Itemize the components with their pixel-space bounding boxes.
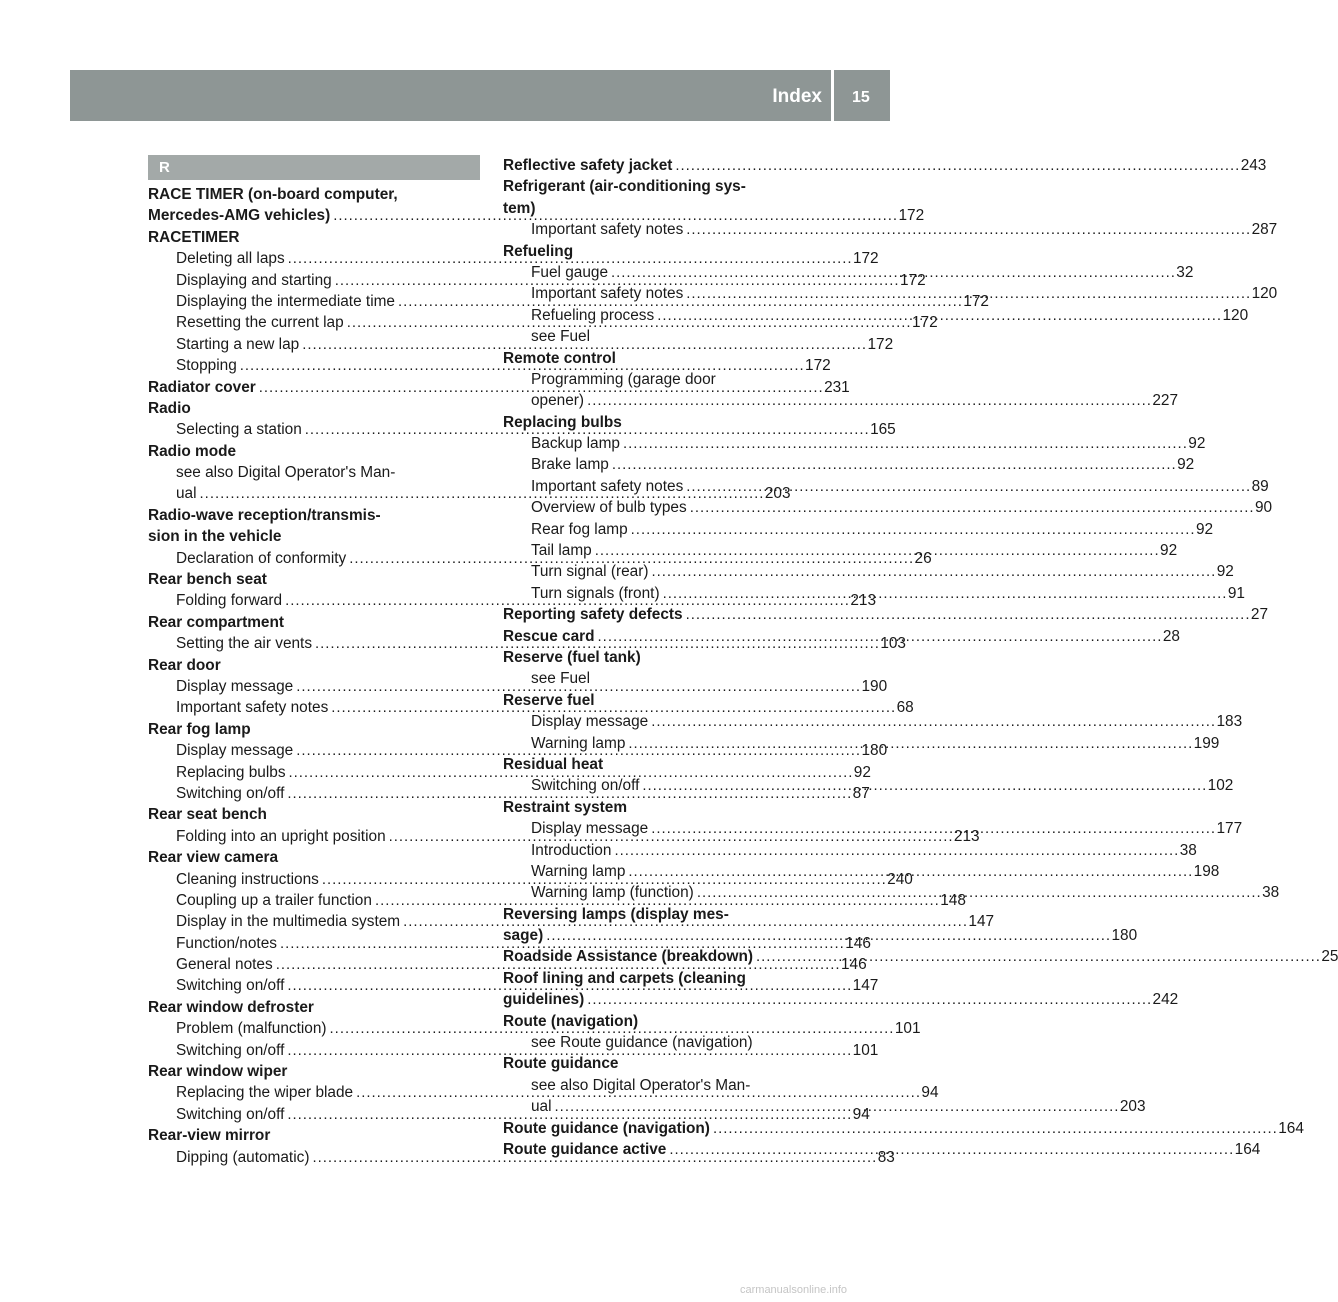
index-subentry (503, 840, 1197, 861)
entry-text: Rear view camera (148, 849, 279, 867)
leader-dots (663, 583, 1225, 604)
entry-page-number: 243 (1240, 157, 1267, 174)
entry-page-number: 91 (1227, 584, 1245, 602)
entry-page-number: 172 (963, 292, 989, 310)
entry-page-number: 101 (852, 1041, 879, 1059)
leader-dots (614, 840, 1176, 861)
entry-page-number: 199 (1193, 734, 1220, 752)
entry-page-number: 213 (953, 827, 980, 845)
index-entry (148, 804, 480, 825)
entry-text: Tail lamp (531, 542, 592, 560)
entry-page-number: 83 (877, 1148, 895, 1166)
entry-page-number: 165 (870, 421, 896, 439)
entry-text: Backup lamp (531, 435, 620, 453)
index-entry (148, 612, 480, 633)
leader-dots (713, 1118, 1275, 1139)
entry-page-number: 172 (898, 207, 925, 225)
leader-dots (686, 604, 1248, 625)
entry-page-number: 120 (1251, 285, 1278, 303)
index-subentry (503, 369, 835, 390)
index-subentry (148, 783, 870, 804)
entry-text: Warning lamp (531, 734, 626, 752)
entry-page-number: 190 (861, 677, 888, 695)
entry-text: RACETIMER (148, 228, 240, 246)
entry-text: opener) (531, 392, 585, 410)
entry-text: Radio-wave reception/transmis- (148, 506, 381, 524)
leader-dots (642, 775, 1204, 796)
entry-page-number: 203 (1119, 1098, 1146, 1116)
entry-text: Remote control (503, 349, 616, 367)
leader-dots (631, 519, 1193, 540)
entry-text: Reversing lamps (display mes- (503, 905, 729, 923)
entry-text: Radiator cover (148, 378, 256, 396)
entry-text: Brake lamp (531, 456, 609, 474)
entry-text: Rear door (148, 656, 221, 674)
entry-page-number: 120 (1222, 306, 1249, 324)
index-entry (503, 647, 835, 668)
leader-dots (686, 283, 1248, 304)
leader-dots (623, 433, 1185, 454)
index-entry (503, 155, 1267, 176)
leader-dots (555, 1096, 1117, 1117)
page-number: 15 (852, 89, 870, 106)
entry-text: Important safety notes (531, 477, 684, 495)
entry-text: Deleting all laps (176, 250, 285, 268)
entry-text: Problem (malfunction) (176, 1020, 327, 1038)
leader-dots (628, 733, 1190, 754)
entry-text: guidelines) (503, 991, 585, 1009)
entry-page-number: 92 (853, 763, 871, 781)
index-entry (503, 176, 835, 197)
leader-dots (651, 711, 1213, 732)
index-entry (148, 505, 480, 526)
index-entry (503, 904, 835, 925)
entry-text: ual (531, 1098, 552, 1116)
entry-text: Turn signal (rear) (531, 563, 649, 581)
entry-page-number: 38 (1262, 884, 1280, 902)
entry-text: Rear bench seat (148, 571, 267, 589)
entry-page-number: 164 (1234, 1140, 1261, 1158)
entry-text: Selecting a station (176, 421, 302, 439)
entry-page-number: 68 (896, 699, 914, 717)
entry-page-number: 213 (850, 592, 877, 610)
entry-page-number: 90 (1254, 499, 1273, 517)
leader-dots (587, 989, 1149, 1010)
header-divider (831, 70, 834, 121)
entry-page-number: 92 (1216, 563, 1234, 581)
index-subentry (503, 561, 1234, 582)
index-entry (148, 655, 480, 676)
entry-page-number: 147 (968, 913, 995, 931)
entry-page-number: 203 (764, 485, 791, 503)
entry-text: Important safety notes (531, 285, 684, 303)
index-subentry (503, 219, 1278, 240)
index-entry (503, 754, 835, 775)
entry-text: Warning lamp (531, 862, 626, 880)
index-entry (503, 604, 1269, 625)
entry-text: Rear fog lamp (148, 720, 251, 738)
entry-text: Fuel gauge (531, 263, 609, 281)
entry-text: Route (navigation) (503, 1012, 639, 1030)
entry-text: see Fuel (531, 670, 591, 688)
index-subentry (503, 390, 1179, 411)
entry-page-number: 148 (940, 891, 966, 909)
index-entry (503, 968, 835, 989)
entry-text: Rescue card (503, 627, 595, 645)
index-subentry (503, 454, 1195, 475)
entry-text: Route guidance active (503, 1140, 667, 1158)
leader-dots (651, 561, 1213, 582)
entry-text: Refueling (503, 242, 574, 260)
entry-page-number: 227 (1152, 392, 1179, 410)
entry-text: Important safety notes (176, 699, 329, 717)
entry-page-number: 172 (805, 357, 831, 375)
entry-text: Cleaning instructions (176, 870, 319, 888)
entry-text: tem) (503, 199, 536, 217)
index-subentry (503, 433, 1206, 454)
index-entry (503, 348, 835, 369)
entry-text: Replacing the wiper blade (176, 1084, 354, 1102)
index-subentry (503, 326, 835, 347)
index-entry (148, 184, 480, 205)
entry-text: Dipping (automatic) (176, 1148, 310, 1166)
entry-text: Reporting safety defects (503, 606, 683, 624)
entry-text: Overview of bulb types (531, 499, 687, 517)
entry-text: Displaying and starting (176, 271, 332, 289)
leader-dots (598, 626, 1160, 647)
entry-text: see Route guidance (navigation) (531, 1034, 753, 1052)
leader-dots (628, 861, 1190, 882)
index-entry (503, 989, 1179, 1010)
entry-text: Switching on/off (176, 1105, 285, 1123)
entry-page-number: 92 (1177, 456, 1195, 474)
entry-page-number: 240 (887, 870, 913, 888)
entry-text: Starting a new lap (176, 335, 300, 353)
entry-text: Replacing bulbs (176, 763, 286, 781)
entry-text: Mercedes-AMG vehicles) (148, 207, 331, 225)
entry-text: Reserve fuel (503, 691, 595, 709)
entry-text: Declaration of conformity (176, 549, 347, 567)
entry-text: Function/notes (176, 934, 277, 952)
watermark: carmanualsonline.info (740, 1284, 848, 1296)
index-entry (148, 227, 480, 248)
entry-text: Turn signals (front) (531, 584, 660, 602)
entry-text: Switching on/off (176, 977, 285, 995)
leader-dots (651, 818, 1213, 839)
index-subentry (503, 1075, 835, 1096)
entry-text: Resetting the current lap (176, 314, 344, 332)
entry-page-number: 103 (880, 635, 906, 653)
entry-text: Rear seat bench (148, 806, 267, 824)
entry-text: sion in the vehicle (148, 528, 282, 546)
entry-page-number: 27 (1250, 606, 1269, 624)
index-entry (148, 1125, 480, 1146)
entry-page-number: 94 (852, 1105, 870, 1123)
entry-page-number: 147 (852, 977, 879, 995)
entry-text: see also Digital Operator's Man- (531, 1076, 751, 1094)
entry-text: see Fuel (531, 328, 591, 346)
entry-text: Reserve (fuel tank) (503, 648, 641, 666)
index-subentry (503, 519, 1214, 540)
index-entry (148, 441, 480, 462)
entry-page-number: 146 (845, 934, 871, 952)
index-entry (503, 690, 835, 711)
entry-text: Replacing bulbs (503, 413, 622, 431)
leader-dots (611, 262, 1173, 283)
entry-page-number: 172 (899, 271, 926, 289)
entry-page-number: 92 (1195, 520, 1214, 538)
index-entry (148, 719, 480, 740)
leader-dots (686, 476, 1248, 497)
header-bar (70, 70, 890, 121)
entry-text: Roadside Assistance (breakdown) (503, 948, 754, 966)
section-letter: R (148, 155, 480, 180)
entry-page-number: 32 (1176, 263, 1194, 281)
entry-text: Radio (148, 399, 191, 417)
index-entry (503, 797, 835, 818)
index-subentry (503, 668, 835, 689)
entry-text: Residual heat (503, 755, 604, 773)
index-subentry (148, 462, 480, 483)
entry-text: Programming (garage door (531, 370, 716, 388)
entry-page-number: 92 (1160, 542, 1178, 560)
index-entry (503, 1118, 1304, 1139)
page-title: Index (772, 86, 822, 107)
entry-page-number: 38 (1179, 841, 1197, 859)
entry-page-number: 94 (921, 1084, 939, 1102)
index-entry (503, 198, 835, 219)
index-entry (503, 1011, 835, 1032)
entry-text: Rear fog lamp (531, 520, 628, 538)
leader-dots (690, 497, 1252, 518)
entry-text: Roof lining and carpets (cleaning (503, 969, 746, 987)
entry-text: Display message (176, 742, 294, 760)
entry-page-number: 26 (914, 549, 932, 567)
leader-dots (686, 219, 1248, 240)
entry-page-number: 102 (1207, 777, 1234, 795)
index-subentry (503, 497, 1273, 518)
index-entry (148, 1061, 480, 1082)
entry-page-number: 92 (1188, 435, 1206, 453)
entry-page-number: 183 (1216, 713, 1243, 731)
entry-page-number: 87 (852, 784, 870, 802)
index-entry (503, 412, 835, 433)
entry-page-number: 180 (1111, 927, 1138, 945)
entry-text: Setting the air vents (176, 635, 313, 653)
entry-text: Rear window defroster (148, 998, 314, 1016)
entry-text: Introduction (531, 841, 612, 859)
entry-page-number: 172 (911, 314, 938, 332)
index-entry (148, 398, 480, 419)
leader-dots (756, 946, 1318, 967)
leader-dots (675, 155, 1237, 176)
entry-text: Switching on/off (176, 784, 285, 802)
entry-text: Refueling process (531, 306, 655, 324)
entry-page-number: 242 (1152, 991, 1179, 1009)
entry-text: Stopping (176, 357, 237, 375)
entry-page-number: 177 (1216, 820, 1243, 838)
index-entry (148, 569, 480, 590)
entry-text: sage) (503, 927, 544, 945)
entry-text: Route guidance (navigation) (503, 1119, 710, 1137)
entry-page-number: 164 (1278, 1119, 1304, 1137)
leader-dots (612, 454, 1174, 475)
entry-text: General notes (176, 956, 273, 974)
leader-dots (697, 882, 1259, 903)
entry-text: Folding forward (176, 592, 283, 610)
leader-dots (595, 540, 1157, 561)
index-subentry (503, 1032, 835, 1053)
entry-text: Display message (531, 820, 649, 838)
entry-text: Display message (176, 677, 294, 695)
entry-page-number: 25 (1321, 948, 1338, 966)
entry-page-number: 231 (824, 378, 850, 396)
index-subentry (503, 711, 1243, 732)
entry-text: RACE TIMER (on-board computer, (148, 186, 398, 203)
entry-text: Display message (531, 713, 649, 731)
index-entry (503, 1053, 835, 1074)
entry-page-number: 287 (1251, 221, 1278, 239)
entry-text: Warning lamp (function) (531, 884, 694, 902)
entry-page-number: 101 (894, 1020, 921, 1038)
entry-text: Reflective safety jacket (503, 157, 673, 174)
entry-text: see also Digital Operator's Man- (176, 464, 396, 482)
entry-text: ual (176, 485, 197, 503)
leader-dots (669, 1139, 1231, 1160)
entry-text: Radio mode (148, 442, 237, 460)
entry-page-number: 28 (1162, 627, 1180, 645)
entry-text: Route guidance (503, 1055, 619, 1073)
entry-page-number: 146 (840, 956, 867, 974)
index-entry (148, 526, 480, 547)
entry-text: Important safety notes (531, 221, 684, 239)
entry-page-number: 89 (1251, 477, 1269, 495)
index-entry (148, 847, 480, 868)
entry-text: Display in the multimedia system (176, 913, 401, 931)
entry-page-number: 172 (867, 335, 894, 353)
entry-page-number: 198 (1193, 862, 1220, 880)
entry-page-number: 180 (861, 742, 888, 760)
leader-dots (657, 305, 1219, 326)
index-subentry (503, 476, 1269, 497)
entry-text: Folding into an upright position (176, 827, 386, 845)
entry-text: Switching on/off (531, 777, 640, 795)
entry-text: Refrigerant (air-conditioning sys- (503, 178, 746, 196)
entry-text: Coupling up a trailer function (176, 891, 372, 909)
index-entry (148, 997, 480, 1018)
entry-text: Switching on/off (176, 1041, 285, 1059)
index-entry (503, 241, 835, 262)
leader-dots (546, 925, 1108, 946)
entry-page-number: 172 (852, 250, 879, 268)
entry-text: Displaying the intermediate time (176, 292, 395, 310)
entry-text: Restraint system (503, 798, 628, 816)
entry-text: Rear compartment (148, 613, 284, 631)
entry-text: Rear-view mirror (148, 1127, 271, 1145)
leader-dots (587, 390, 1149, 411)
entry-text: Rear window wiper (148, 1063, 288, 1081)
